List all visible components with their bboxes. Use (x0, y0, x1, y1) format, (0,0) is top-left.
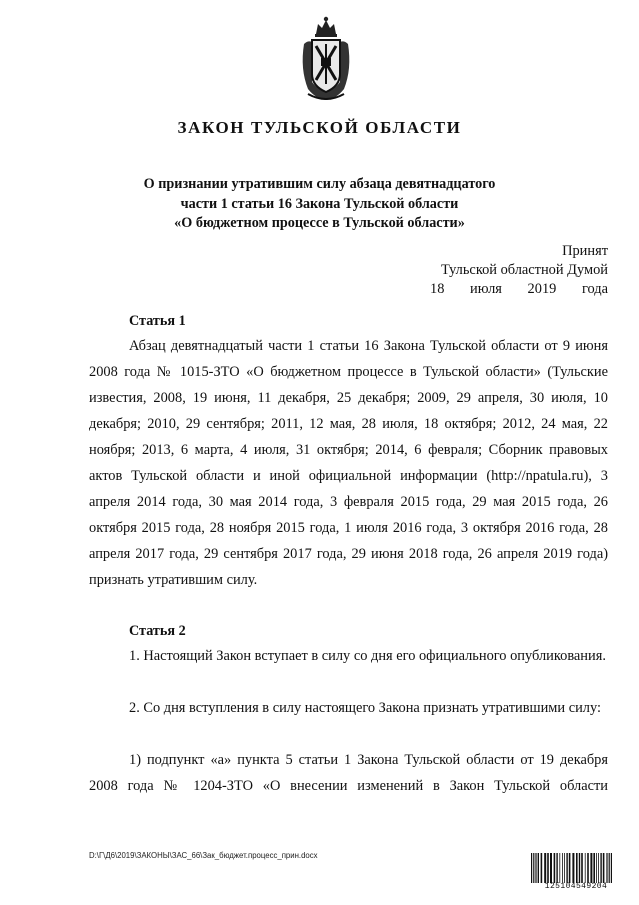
adopted-by: Тульской областной Думой (441, 262, 608, 278)
document-subtitle (0, 175, 639, 234)
paragraph-line: 30 июля, 10 декабря; 2010, 29 сентября; 2011, 12 мая, 28 июля, 18 октября; 2012, (89, 390, 608, 432)
barcode-bar (547, 853, 549, 883)
paragraph-line: 1. Настоящий Закон вступает в силу со дня его официального (129, 648, 507, 664)
article-2-item-1 (89, 643, 608, 669)
barcode-bar (556, 853, 557, 883)
paragraph-line: (Тульские известия, 2008, 19 июня, 11 декабря, 25 декабря; 2009, 29 апреля, (89, 364, 608, 406)
barcode-icon (531, 853, 621, 883)
subtitle-line: О признании утратившим силу абзаца девятнадцатого (143, 176, 496, 192)
adoption-block (420, 242, 608, 299)
barcode-bar (538, 853, 539, 883)
barcode-bar (581, 853, 583, 883)
article-1-paragraph (89, 333, 608, 593)
paragraph-line: 24 мая, 22 ноября; 2013, 6 марта, 4 июля, 31 октября; 2014, 6 февраля; Сборник (89, 416, 608, 458)
adoption-date (420, 280, 608, 299)
paragraph-line: от 9 июня 2008 года № 1015-ЗТО «О бюджетном процессе в Тульской области» (89, 338, 608, 380)
subtitle-line: «О бюджетном процессе в Тульской области» (174, 215, 465, 231)
document-title: ЗАКОН ТУЛЬСКОЙ ОБЛАСТИ (177, 118, 462, 137)
paragraph-line: правовых актов Тульской области и иной официальной информации (89, 442, 608, 484)
barcode-bar (572, 853, 574, 883)
barcode-bar (611, 853, 612, 883)
adoption-day: 18 (430, 281, 445, 297)
barcode-bar (603, 853, 605, 883)
article-1-heading: Статья 1 (129, 313, 186, 329)
barcode-bar (544, 853, 546, 883)
paragraph-line: 1) подпункт «а» пункта 5 статьи 1 Закона Тульской области от 19 декабря (129, 752, 608, 768)
barcode-bar (590, 853, 592, 883)
article-2-item-2-subitem-1 (89, 747, 608, 799)
barcode-bar (596, 853, 597, 883)
barcode-bar (559, 853, 560, 883)
barcode-bar (598, 853, 599, 883)
paragraph-line: 2. Со дня вступления в силу настоящего Закона признать утратившими (129, 700, 566, 716)
subtitle-line: части 1 статьи 16 Закона Тульской области (180, 195, 459, 212)
barcode-bar (541, 853, 543, 883)
barcode-bar (593, 853, 595, 883)
barcode-bar (569, 853, 571, 883)
adopted-label: Принят (562, 243, 608, 259)
paragraph-line: 29 мая 2015 года, 26 октября 2015 года, 28 ноября 2015 года, 1 июля 2016 года, (89, 494, 608, 536)
paragraph-line: (http://npatula.ru), 3 апреля 2014 года, 30 мая 2014 года, 3 февраля 2015 года, (89, 468, 608, 510)
paragraph-line: 3 октября 2016 года, 28 апреля 2017 года, 29 сентября 2017 года, 29 июня 2018 (89, 520, 608, 562)
barcode-bar (533, 853, 534, 883)
article-2-item-2 (89, 695, 608, 721)
barcode-bar (562, 853, 563, 883)
adoption-month: июля (470, 281, 502, 297)
barcode-bar (587, 853, 589, 883)
article-2-heading: Статья 2 (129, 623, 186, 639)
barcode-bar (576, 853, 578, 883)
adoption-year-word: года (581, 281, 608, 297)
barcode-bar (564, 853, 565, 883)
barcode-bar (600, 853, 601, 883)
barcode-bar (585, 853, 586, 883)
paragraph-line: года, 26 апреля 2019 года) признать утратившим силу. (89, 546, 608, 588)
paragraph-line: опубликования. (510, 648, 606, 664)
barcode-bar (550, 853, 552, 883)
barcode-bar (566, 853, 567, 883)
barcode-number: 125104549204 (544, 882, 608, 891)
barcode-bar (535, 853, 536, 883)
paragraph-line: силу: (568, 700, 601, 716)
file-path-footer: D:\Г\Д6\2019\ЗАКОНЫ\ЗАС_66\Зак_бюджет.процесс_прин.docx (89, 851, 318, 860)
barcode-bar (531, 853, 532, 883)
barcode-bar (606, 853, 607, 883)
paragraph-line: 2008 года № 1204-ЗТО «О внесении изменений в Закон Тульской области (89, 778, 608, 794)
barcode-bar (609, 853, 610, 883)
paragraph-line: Абзац девятнадцатый части 1 статьи 16 Закона Тульской области (129, 338, 540, 354)
barcode-bar (554, 853, 556, 883)
adoption-year: 2019 (527, 281, 557, 297)
coat-of-arms-icon (294, 14, 358, 104)
barcode-bar (579, 853, 580, 883)
